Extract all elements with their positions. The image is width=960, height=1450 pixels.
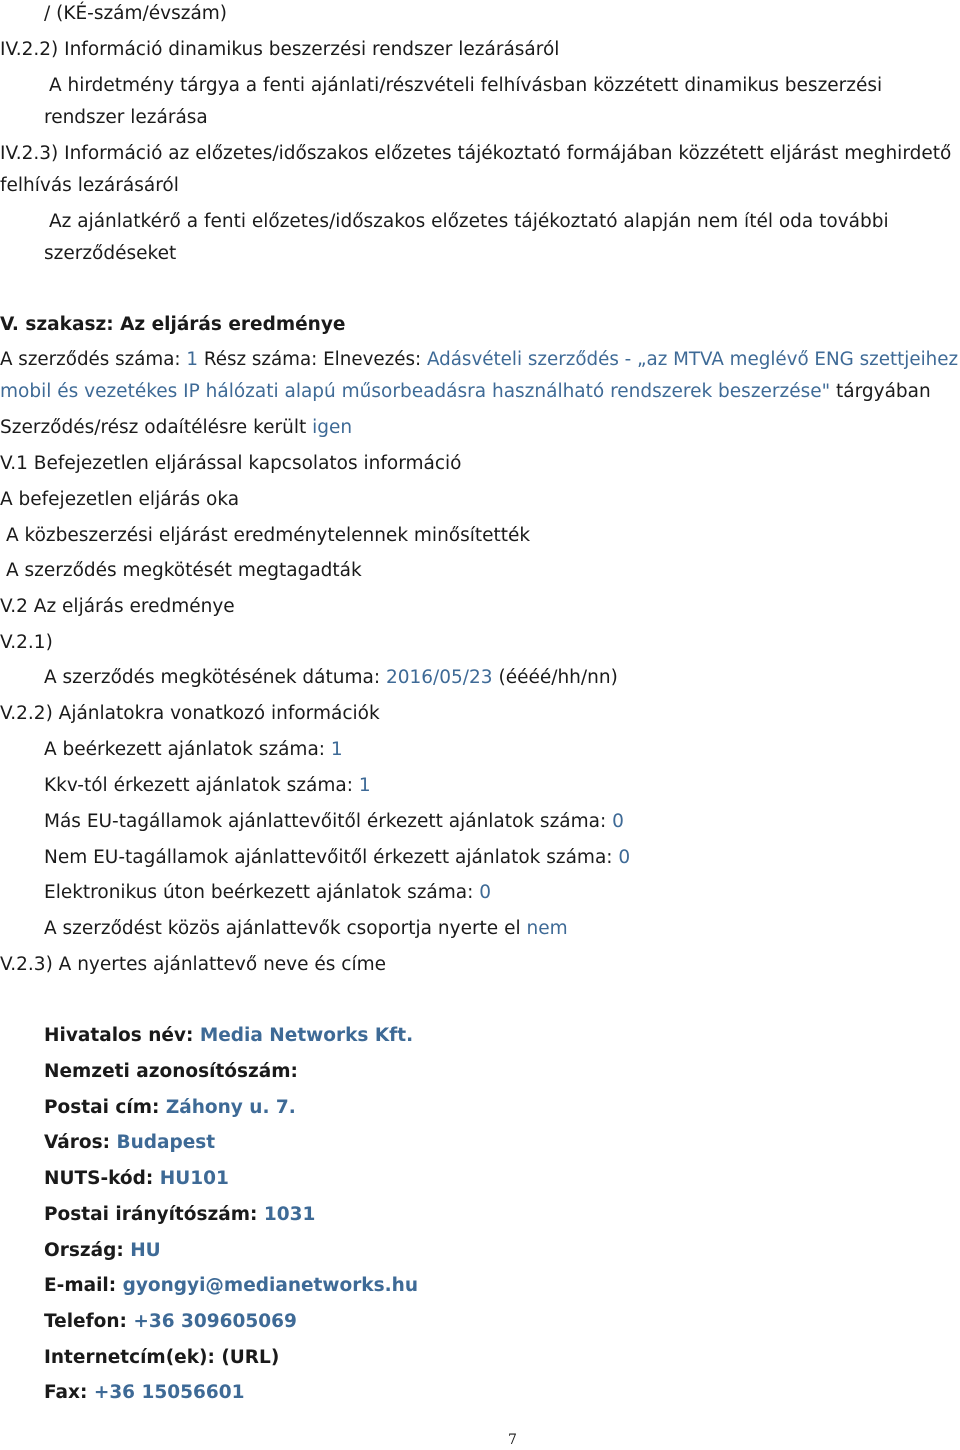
iv23-text-line2: szerződéseket [44,243,177,264]
iv23-text-line1: Az ajánlatkérő a fenti előzetes/időszakos előzetes tájékoztató alapján nem ítél oda további [49,211,889,232]
winner-field-value: Budapest [116,1132,216,1153]
winner-national-id [44,1060,298,1084]
v1-reason-1: A közbeszerzési eljárást eredménytelennek minősítették [6,525,531,546]
contract-name-line2-suffix: tárgyában [830,381,931,402]
awarded-label: Szerződés/rész odaítélésre került [0,417,313,438]
awarded-line [0,416,352,440]
winner-official-name [44,1024,413,1048]
winner-field-label: Város: [44,1132,117,1153]
offer-label: Nem EU-tagállamok ajánlattevőitől érkezett ajánlatok száma: [44,847,619,868]
offers-electronic-line [44,881,491,905]
contract-name-line2-value: mobil és vezetékes IP hálózati alapú műsorbeadásra használható rendszerek beszerzése" [0,381,831,402]
offer-value: 0 [618,847,631,868]
page-number: 7 [508,1432,517,1448]
winner-field-label: Fax: [44,1382,94,1403]
awarded-value: igen [312,417,353,438]
contract-name-line2 [0,380,931,404]
v22-heading: V.2.2) Ajánlatokra vonatkozó információk [0,703,380,724]
v2-heading: V.2 Az eljárás eredménye [0,596,235,617]
v21-heading: V.2.1) [0,632,53,653]
contract-name-line1: Adásvételi szerződés - „az MTVA meglévő ENG szettjeihez [426,349,959,370]
winner-postal-address [44,1096,296,1120]
iv22-text-line2: rendszer lezárása [44,107,208,128]
winner-country [44,1239,161,1263]
contract-number-value: 1 [186,349,199,370]
contract-date-value: 2016/05/23 [385,667,493,688]
winner-email [44,1274,418,1298]
winner-field-label: Postai cím: [44,1097,166,1118]
winner-field-value: HU101 [159,1168,229,1189]
offer-label: Más EU-tagállamok ajánlattevőitől érkezett ajánlatok száma: [44,811,613,832]
v1-reason-2: A szerződés megkötését megtagadták [6,560,362,581]
offer-label: Kkv-tól érkezett ajánlatok száma: [44,775,359,796]
winner-url [44,1346,279,1370]
winner-field-label: Nemzeti azonosítószám: [44,1061,298,1082]
offer-value: 1 [330,739,343,760]
winner-field-label: Postai irányítószám: [44,1204,264,1225]
iv22-text-line1: A hirdetmény tárgya a fenti ajánlati/részvételi felhívásban közzétett dinamikus beszerzési [49,75,883,96]
ke-number-line: / (KÉ-szám/évszám) [44,3,228,24]
winner-field-value: 1031 [263,1204,316,1225]
v23-heading: V.2.3) A nyertes ajánlattevő neve és címe [0,954,387,975]
contract-date-label: A szerződés megkötésének dátuma: [44,667,386,688]
winner-field-label: E-mail: [44,1275,123,1296]
contract-number-line [0,348,958,372]
offer-label: A szerződést közös ajánlattevők csoportja nyerte el [44,918,527,939]
offer-value: 1 [358,775,371,796]
offer-value: 0 [612,811,624,832]
v1-heading: V.1 Befejezetlen eljárással kapcsolatos információ [0,453,462,474]
contract-date-line [44,666,618,690]
winner-field-value: Záhony u. 7. [165,1097,296,1118]
offers-eu-line [44,810,624,834]
joint-bidders-line [44,917,568,941]
section-v-heading: V. szakasz: Az eljárás eredménye [0,314,346,335]
offer-label: Elektronikus úton beérkezett ajánlatok száma: [44,882,480,903]
winner-field-label: Telefon: [44,1311,134,1332]
winner-city [44,1131,215,1155]
winner-email-link[interactable]: gyongyi@medianetworks.hu [122,1275,418,1296]
offer-value: 0 [479,882,492,903]
winner-field-label: Ország: [44,1240,131,1261]
offers-non-eu-line [44,846,630,870]
winner-field-label: Hivatalos név: [44,1025,200,1046]
winner-field-value: HU [130,1240,161,1261]
winner-fax [44,1381,244,1405]
offer-label: A beérkezett ajánlatok száma: [44,739,331,760]
contract-part-label: Rész száma: Elnevezés: [198,349,427,370]
winner-field-value: +36 15056601 [93,1382,245,1403]
winner-field-label: NUTS-kód: [44,1168,160,1189]
winner-field-value: Media Networks Kft. [199,1025,414,1046]
iv23-heading-line2: felhívás lezárásáról [0,175,179,196]
contract-number-label: A szerződés száma: [0,349,187,370]
offer-value: nem [526,918,568,939]
winner-field-value: +36 309605069 [133,1311,297,1332]
winner-nuts-code [44,1167,229,1191]
iv22-heading: IV.2.2) Információ dinamikus beszerzési rendszer lezárásáról [0,39,560,60]
offers-received-line [44,738,343,762]
v1-reason-heading: A befejezetlen eljárás oka [0,489,240,510]
winner-field-label: Internetcím(ek): (URL) [44,1347,280,1368]
offers-sme-line [44,774,371,798]
contract-date-format: (éééé/hh/nn) [492,667,618,688]
iv23-heading-line1: IV.2.3) Információ az előzetes/időszakos előzetes tájékoztató formájában közzétett eljárást meghirdető [0,143,952,164]
winner-phone [44,1310,297,1334]
winner-postal-code [44,1203,315,1227]
